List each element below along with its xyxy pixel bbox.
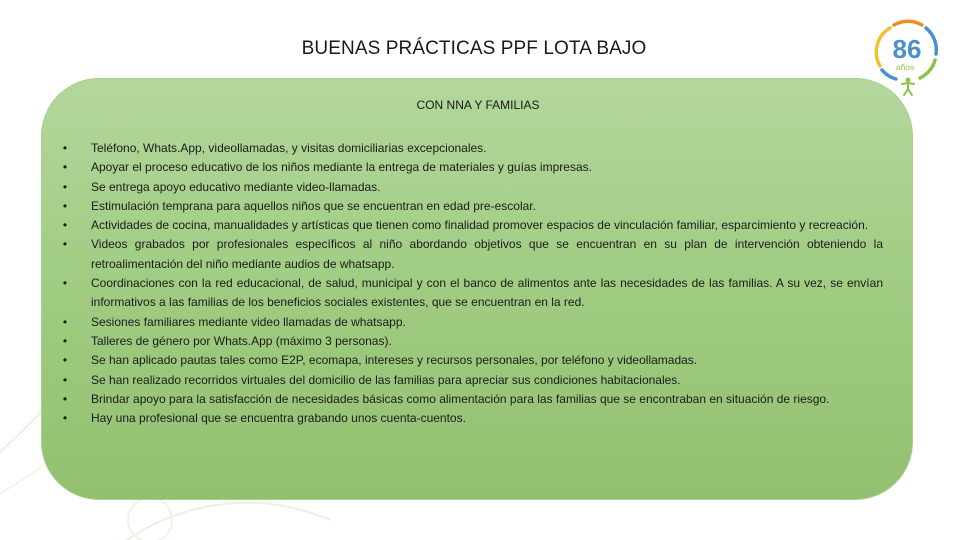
logo-word: años xyxy=(895,62,915,72)
practices-list xyxy=(62,139,883,428)
page-title: BUENAS PRÁCTICAS PPF LOTA BAJO xyxy=(301,38,647,59)
bullet-icon: • xyxy=(62,333,68,348)
list-item-text: Brindar apoyo para la satisfacción de necesidades básicas como alimentación para las familias que se encontraban en situación de riesgo. xyxy=(91,391,830,406)
bullet-icon: • xyxy=(62,353,68,368)
list-item xyxy=(62,274,883,313)
list-item-text: Talleres de género por Whats.App (máximo 3 personas). xyxy=(91,333,392,348)
list-item xyxy=(62,390,883,409)
list-item xyxy=(62,197,883,216)
bullet-icon: • xyxy=(62,372,68,387)
bullet-icon: • xyxy=(62,237,68,252)
list-item-text: Se han realizado recorridos virtuales del domicilio de las familias para apreciar sus condiciones habitacionales. xyxy=(91,372,681,387)
list-item xyxy=(62,313,883,332)
list-item xyxy=(62,351,883,370)
bullet-icon: • xyxy=(62,276,68,291)
list-item-text: Estimulación temprana para aquellos niños que se encuentran en edad pre-escolar. xyxy=(91,198,536,213)
bullet-icon: • xyxy=(62,179,68,194)
bullet-icon: • xyxy=(62,198,68,213)
list-item-text: Videos grabados por profesionales específicos al niño abordando objetivos que se encuentran en su plan de intervención obteniendo la retroalimentación del niño mediante audios de whatsapp. xyxy=(91,237,883,271)
list-item-text: Se han aplicado pautas tales como E2P, ecomapa, intereses y recursos personales, por teléfono y videollamadas. xyxy=(91,353,698,368)
list-item xyxy=(62,158,883,177)
bullet-icon: • xyxy=(62,391,68,406)
list-item xyxy=(62,235,883,274)
panel-subtitle: CON NNA Y FAMILIAS xyxy=(416,98,540,112)
list-item-text: Teléfono, Whats.App, videollamadas, y visitas domiciliarias excepcionales. xyxy=(91,141,487,155)
list-item-text: Apoyar el proceso educativo de los niños mediante la entrega de materiales y guías impresas. xyxy=(91,160,592,175)
list-item xyxy=(62,409,883,428)
list-item xyxy=(62,371,883,390)
bullet-icon: • xyxy=(62,411,68,426)
list-item xyxy=(62,139,883,158)
list-item-text: Sesiones familiares mediante video llamadas de whatsapp. xyxy=(91,314,406,329)
logo-number: 86 xyxy=(892,34,922,64)
bullet-icon: • xyxy=(62,314,68,329)
list-item-text: Coordinaciones con la red educacional, de salud, municipal y con el banco de alimentos ante las necesidades de las familias. A su vez, se envían informativos a las familias de los beneficios sociales existentes, que se encuentran en la red. xyxy=(91,276,883,310)
list-item xyxy=(62,216,883,235)
list-item-text: Actividades de cocina, manualidades y artísticas que tienen como finalidad promover espacios de vinculación familiar, esparcimiento y recreación. xyxy=(91,218,869,233)
bullet-icon: • xyxy=(62,218,68,233)
list-item-text: Se entrega apoyo educativo mediante video-llamadas. xyxy=(91,179,381,194)
list-item xyxy=(62,332,883,351)
bullet-icon: • xyxy=(62,160,68,175)
bullet-icon: • xyxy=(62,141,68,155)
list-item xyxy=(62,178,883,197)
list-item-text: Hay una profesional que se encuentra grabando unos cuenta-cuentos. xyxy=(91,411,466,426)
